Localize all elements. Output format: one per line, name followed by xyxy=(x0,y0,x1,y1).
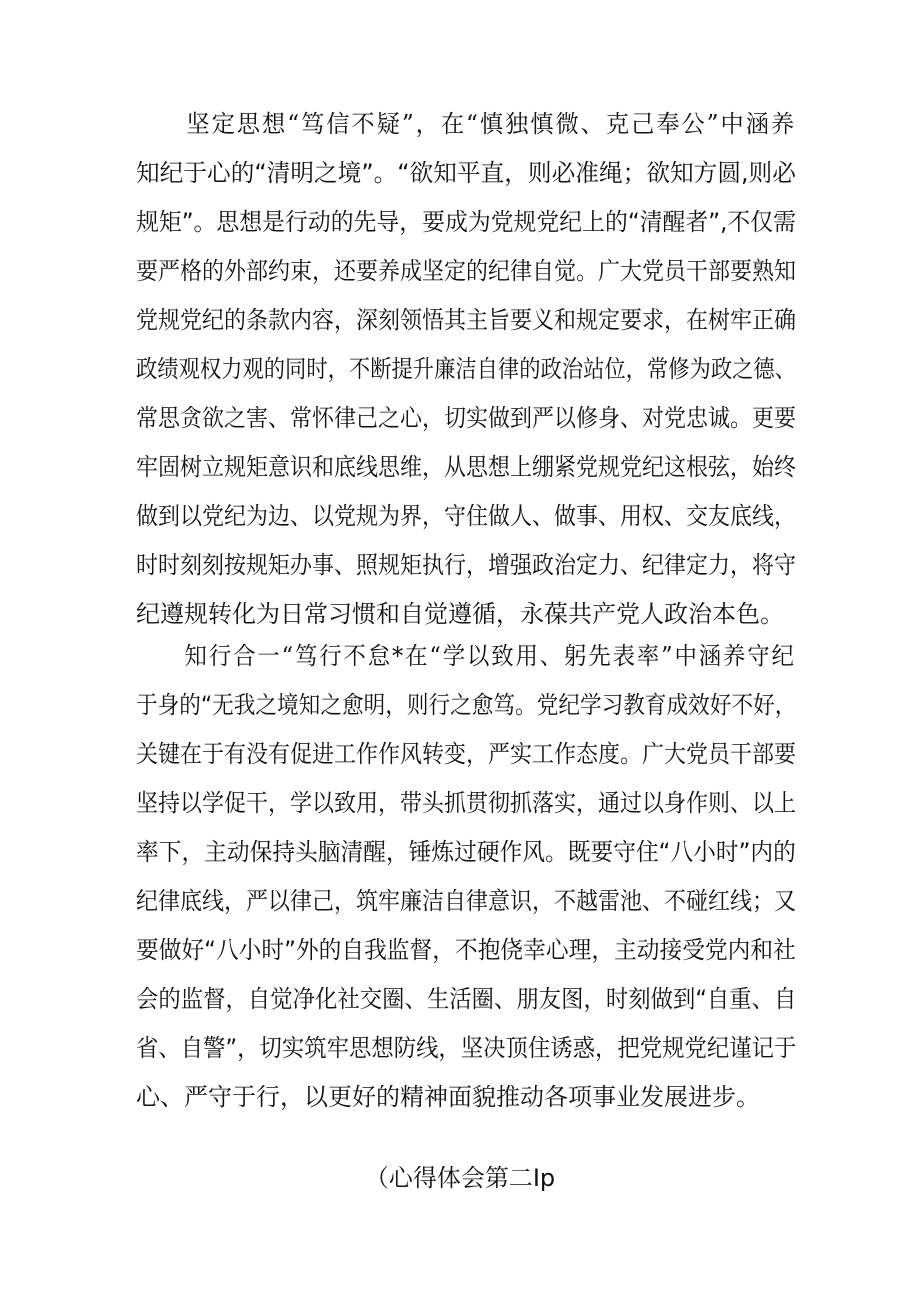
paragraph-line: 知纪于心的“清明之境”。“欲知平直，则必准绳；欲知方圆,则必 xyxy=(136,159,796,187)
paragraph-line: 纪律底线，严以律己，筑牢廉洁自律意识，不越雷池、不碰红线；又 xyxy=(136,887,797,915)
paragraph-1 xyxy=(136,100,796,639)
paragraph-line: 关键在于有没有促进工作作风转变，严实工作态度。广大党员干部要 xyxy=(136,740,797,768)
paragraph-line: 规矩”。思想是行动的先导，要成为党规党纪上的“清醒者”,不仅需 xyxy=(136,208,796,236)
paragraph-line: 要严格的外部约束，还要养成坚定的纪律自觉。广大党员干部要熟知 xyxy=(136,257,797,285)
paragraph-line: 政绩观权力观的同时，不断提升廉洁自律的政治站位，常修为政之德、 xyxy=(136,355,797,383)
paragraph-line: 知行合一“笃行不怠*在“学以致用、躬先表率”中涵养守纪 xyxy=(136,642,796,670)
paragraph-line: 率下，主动保持头脑清醒，锤炼过硬作风。既要守住“八小时”内的 xyxy=(136,838,796,866)
paragraph-line: 省、自警”，切实筑牢思想防线，坚决顶住诱惑，把党规党纪谨记于 xyxy=(136,1034,797,1062)
paragraph-line: 常思贪欲之害、常怀律己之心，切实做到严以修身、对党忠诚。更要 xyxy=(136,404,797,432)
paragraph-line: 心、严守于行，以更好的精神面貌推动各项事业发展进步。 xyxy=(136,1083,760,1111)
paragraph-line: 于身的“无我之境知之愈明，则行之愈笃。党纪学习教育成效好不好， xyxy=(136,691,797,719)
paragraph-line: 党规党纪的条款内容，深刻领悟其主旨要义和规定要求，在树牢正确 xyxy=(136,306,797,334)
paragraph-line: 时时刻刻按规矩办事、照规矩执行，增强政治定力、纪律定力，将守 xyxy=(136,551,797,579)
section-heading: （心得体会第二Ip xyxy=(364,1164,556,1192)
paragraph-line: 坚持以学促干，学以致用，带头抓贯彻抓落实，通过以身作则、以上 xyxy=(136,789,797,817)
paragraph-line: 要做好“八小时”外的自我监督，不抱侥幸心理，主动接受党内和社 xyxy=(136,936,796,964)
paragraph-line: 纪遵规转化为日常习惯和自觉遵循，永葆共产党人政治本色。 xyxy=(136,600,784,628)
paragraph-line: 牢固树立规矩意识和底线思维，从思想上绷紧党规党纪这根弦，始终 xyxy=(136,453,797,481)
paragraph-line: 会的监督，自觉净化社交圈、生活圈、朋友图，时刻做到“自重、自 xyxy=(136,985,797,1013)
paragraph-line: 坚定思想“笃信不疑”，在“慎独慎微、克己奉公”中涵养 xyxy=(136,110,797,138)
paragraph-2 xyxy=(136,632,796,1122)
paragraph-line: 做到以党纪为边、以党规为界，守住做人、做事、用权、交友底线， xyxy=(136,502,797,530)
